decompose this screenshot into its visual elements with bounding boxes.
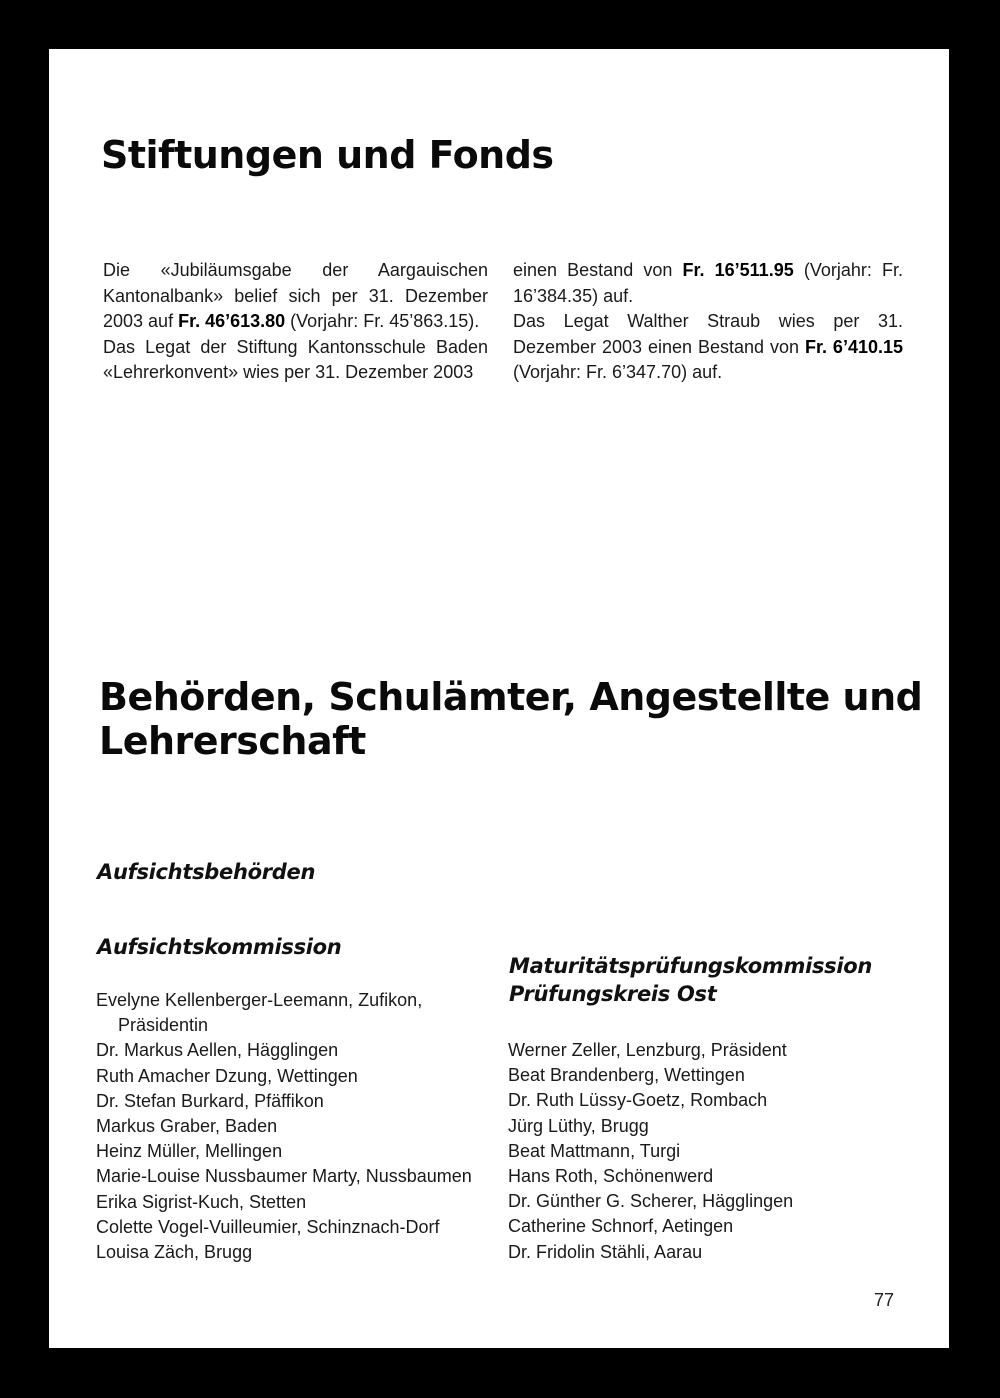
member-item: Beat Mattmann, Turgi bbox=[508, 1140, 681, 1161]
member-item: Beat Brandenberg, Wettingen bbox=[508, 1065, 745, 1086]
member-item: Dr. Günther G. Scherer, Hägglingen bbox=[508, 1191, 794, 1212]
maturitaetspruefungskommission-list bbox=[508, 1038, 928, 1265]
member-item: Louisa Zäch, Brugg bbox=[96, 1242, 253, 1263]
member-item: Hans Roth, Schönenwerd bbox=[508, 1166, 714, 1187]
behoerden-title-line2: Lehrerschaft bbox=[99, 719, 366, 763]
section-title-behoerden bbox=[99, 675, 922, 763]
straub-text: Das Legat Walther Straub wies per 31. Dezember 2003 einen Bestand von bbox=[513, 311, 903, 357]
member-item: Ruth Amacher Dzung, Wettingen bbox=[96, 1065, 358, 1086]
member-item: Erika Sigrist-Kuch, Stetten bbox=[96, 1191, 307, 1212]
behoerden-title-line1: Behörden, Schulämter, Angestellte und bbox=[99, 675, 923, 719]
lehrerkonvent-text-cont: einen Bestand von bbox=[513, 260, 683, 280]
matura-heading-line2: Prüfungskreis Ost bbox=[509, 982, 717, 1006]
member-item: Catherine Schnorf, Aetingen bbox=[508, 1216, 734, 1237]
page-number: 77 bbox=[874, 1290, 895, 1310]
subtitle-aufsichtsbehoerden: Aufsichtsbehörden bbox=[97, 860, 316, 884]
heading-maturitaetspruefungskommission bbox=[509, 952, 872, 1008]
stiftungen-col-left bbox=[103, 258, 488, 386]
member-item: Jürg Lüthy, Brugg bbox=[508, 1115, 649, 1136]
section-title-stiftungen: Stiftungen und Fonds bbox=[101, 133, 554, 177]
member-item: Dr. Markus Aellen, Hägglingen bbox=[96, 1040, 339, 1061]
member-item: Dr. Ruth Lüssy-Goetz, Rombach bbox=[508, 1090, 768, 1111]
jubilaeum-prev: (Vorjahr: Fr. 45’863.15). bbox=[285, 311, 480, 331]
jubilaeum-text: Die «Jubiläumsgabe der Aargauischen Kantonalbank» belief sich per 31. Dezember 2003 auf bbox=[103, 260, 488, 331]
member-item: Dr. Fridolin Stähli, Aarau bbox=[508, 1241, 703, 1262]
stiftungen-col-right bbox=[513, 258, 903, 386]
aufsichtskommission-list bbox=[96, 988, 516, 1265]
straub-prev: (Vorjahr: Fr. 6’347.70) auf. bbox=[513, 362, 723, 382]
lehrerkonvent-text: Das Legat der Stiftung Kantonsschule Baden «Lehrerkonvent» wies per 31. Dezember 2003 bbox=[103, 336, 488, 382]
member-item: Dr. Stefan Burkard, Pfäffikon bbox=[96, 1090, 324, 1111]
member-item: Colette Vogel-Vuilleumier, Schinznach-Dorf bbox=[96, 1216, 440, 1237]
member-item: Markus Graber, Baden bbox=[96, 1116, 278, 1137]
lehrerkonvent-amount: Fr. 16’511.95 bbox=[682, 260, 794, 280]
member-item: Werner Zeller, Lenzburg, Präsident bbox=[508, 1040, 787, 1060]
matura-heading-line1: Maturitätsprüfungskommission bbox=[509, 954, 873, 978]
member-item: Heinz Müller, Mellingen bbox=[96, 1141, 283, 1162]
straub-amount: Fr. 6’410.15 bbox=[804, 336, 903, 357]
member-item: Marie-Louise Nussbaumer Marty, Nussbaumen bbox=[96, 1166, 472, 1187]
document-page bbox=[49, 49, 949, 1348]
member-item: Evelyne Kellenberger-Leemann, Zufikon, Präsidentin bbox=[96, 990, 423, 1036]
jubilaeum-amount: Fr. 46’613.80 bbox=[178, 311, 286, 331]
heading-aufsichtskommission: Aufsichtskommission bbox=[97, 935, 342, 959]
lehrerkonvent-prev: (Vorjahr: Fr. 16’384.35) auf. bbox=[513, 260, 903, 306]
